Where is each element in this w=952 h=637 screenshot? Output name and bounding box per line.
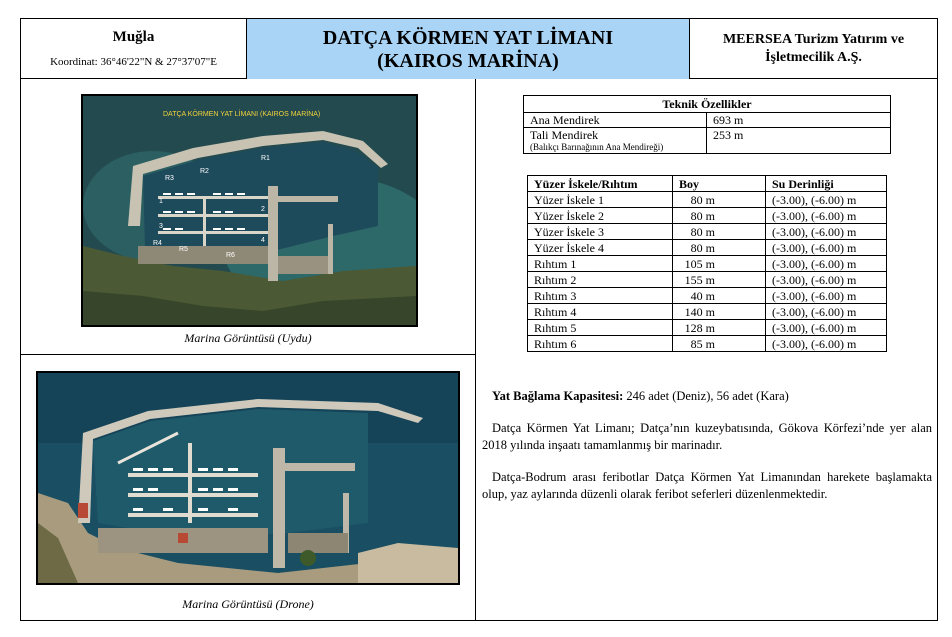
label-r4: R4 xyxy=(153,240,162,247)
technical-specs-table xyxy=(523,95,891,154)
header-row xyxy=(21,19,937,79)
capacity-value: 246 adet (Deniz), 56 adet (Kara) xyxy=(623,389,789,403)
label-pier-3: 3 xyxy=(159,223,163,230)
label-r2: R2 xyxy=(200,168,209,175)
drone-cell xyxy=(21,355,475,620)
spec-name: Tali Mendirek xyxy=(530,128,599,142)
table-row xyxy=(524,128,891,154)
header-boy: Boy xyxy=(673,176,766,192)
drone-illustration xyxy=(38,373,458,583)
capacity-label: Yat Bağlama Kapasitesi: xyxy=(492,389,624,403)
pier-length: 140 m xyxy=(673,304,766,320)
pier-depth: (-3.00), (-6.00) m xyxy=(766,304,887,320)
spec-value: 253 m xyxy=(707,128,891,154)
label-pier-1: 1 xyxy=(159,198,163,205)
left-column xyxy=(21,79,476,620)
pier-name: Rıhtım 5 xyxy=(528,320,673,336)
pier-depth: (-3.00), (-6.00) m xyxy=(766,288,887,304)
title-line-1: DATÇA KÖRMEN YAT LİMANI xyxy=(322,27,614,49)
spec-subtext: (Balıkçı Barınağının Ana Mendireği) xyxy=(530,142,664,152)
table-row xyxy=(528,192,887,208)
pier-length: 80 m xyxy=(673,240,766,256)
pier-name: Yüzer İskele 1 xyxy=(528,192,673,208)
table-row xyxy=(528,288,887,304)
pier-depth: (-3.00), (-6.00) m xyxy=(766,192,887,208)
table-row xyxy=(528,224,887,240)
spec-name-cell xyxy=(524,128,707,154)
label-pier-4: 4 xyxy=(261,237,265,244)
table-row xyxy=(528,240,887,256)
label-r6: R6 xyxy=(226,252,235,259)
paragraph-1: Datça Körmen Yat Limanı; Datça’nın kuzeybatısında, Gökova Körfezi’nde yer alan 2018 yılında inşaatı tamamlanmış bir marinadır. xyxy=(482,421,932,452)
table-row xyxy=(528,272,887,288)
paragraph-2: Datça-Bodrum arası feribotlar Datça Körmen Yat Limanından harekete başlamakta olup, yaz aylarında düzenli olarak feribot seferleri düzenlenmektedir. xyxy=(482,470,932,501)
pier-name: Yüzer İskele 3 xyxy=(528,224,673,240)
title-cell xyxy=(247,19,690,79)
table-row xyxy=(528,304,887,320)
pier-depth: (-3.00), (-6.00) m xyxy=(766,272,887,288)
pier-depth: (-3.00), (-6.00) m xyxy=(766,256,887,272)
city-name: Muğla xyxy=(112,29,155,45)
satellite-overlay-title: DATÇA KÖRMEN YAT LİMANI (KAIROS MARİNA) xyxy=(163,111,321,118)
label-r5: R5 xyxy=(179,246,188,253)
spec-name: Ana Mendirek xyxy=(524,113,707,128)
pier-length: 80 m xyxy=(673,224,766,240)
pier-name: Rıhtım 1 xyxy=(528,256,673,272)
pier-name: Rıhtım 4 xyxy=(528,304,673,320)
company-line-1: MEERSEA Turizm Yatırım ve xyxy=(722,32,905,47)
company-cell xyxy=(690,19,937,79)
table-row xyxy=(528,208,887,224)
header-name: Yüzer İskele/Rıhtım xyxy=(528,176,673,192)
pier-name: Rıhtım 6 xyxy=(528,336,673,352)
pier-length: 155 m xyxy=(673,272,766,288)
pier-depth: (-3.00), (-6.00) m xyxy=(766,320,887,336)
label-r1: R1 xyxy=(261,155,270,162)
pier-length: 105 m xyxy=(673,256,766,272)
capacity-line xyxy=(482,388,932,405)
right-column xyxy=(476,79,937,620)
pier-length: 128 m xyxy=(673,320,766,336)
pier-table xyxy=(527,175,887,352)
label-pier-2: 2 xyxy=(261,206,265,213)
label-r3: R3 xyxy=(165,175,174,182)
coordinates: Koordinat: 36°46'22"N & 27°37'07"E xyxy=(50,56,217,68)
satellite-image xyxy=(81,94,418,327)
title-line-2: (KAIROS MARİNA) xyxy=(377,50,559,72)
pier-depth: (-3.00), (-6.00) m xyxy=(766,336,887,352)
location-cell xyxy=(21,19,247,79)
table-row xyxy=(528,336,887,352)
pier-depth: (-3.00), (-6.00) m xyxy=(766,240,887,256)
drone-image xyxy=(36,371,460,585)
pier-name: Yüzer İskele 4 xyxy=(528,240,673,256)
satellite-caption: Marina Görüntüsü (Uydu) xyxy=(184,331,312,345)
spec-value: 693 m xyxy=(707,113,891,128)
satellite-illustration xyxy=(83,96,416,325)
header-depth: Su Derinliği xyxy=(766,176,887,192)
satellite-cell xyxy=(21,79,475,355)
pier-name: Rıhtım 3 xyxy=(528,288,673,304)
pier-table-header xyxy=(528,176,887,192)
technical-specs-title: Teknik Özellikler xyxy=(524,96,891,113)
pier-depth: (-3.00), (-6.00) m xyxy=(766,208,887,224)
pier-name: Rıhtım 2 xyxy=(528,272,673,288)
pier-length: 85 m xyxy=(673,336,766,352)
table-row xyxy=(524,113,891,128)
table-row xyxy=(528,320,887,336)
table-row xyxy=(528,256,887,272)
document-sheet xyxy=(20,18,938,621)
pier-name: Yüzer İskele 2 xyxy=(528,208,673,224)
pier-length: 80 m xyxy=(673,192,766,208)
drone-caption: Marina Görüntüsü (Drone) xyxy=(182,597,314,611)
pier-length: 80 m xyxy=(673,208,766,224)
pier-depth: (-3.00), (-6.00) m xyxy=(766,224,887,240)
company-line-2: İşletmecilik A.Ş. xyxy=(765,50,862,65)
pier-length: 40 m xyxy=(673,288,766,304)
